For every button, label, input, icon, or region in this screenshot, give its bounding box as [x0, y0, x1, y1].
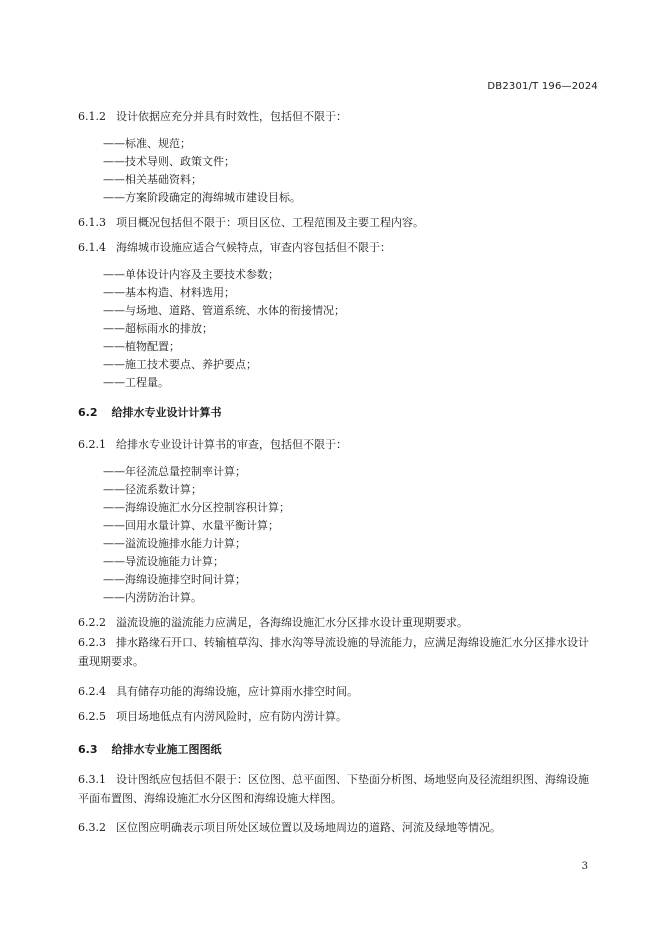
- clause-text: 设计图纸应包括但不限于：区位图、总平面图、下垫面分析图、场地竖向及径流组织图、海绵设施平面布置图、海绵设施汇水分区图和海绵设施大样图。: [78, 773, 589, 805]
- clause-text: 项目场地低点有内涝风险时，应有防内涝计算。: [116, 710, 347, 723]
- clause-number: 6.2.1: [78, 438, 106, 451]
- clause-text: 设计依据应充分并具有时效性，包括但不限于：: [116, 110, 347, 123]
- clause-6-2-3: [78, 633, 598, 671]
- clause-text: 溢流设施的溢流能力应满足，各海绵设施汇水分区排水设计重现期要求。: [116, 616, 468, 629]
- section-number: 6.2: [78, 406, 98, 419]
- clause-number: 6.2.2: [78, 616, 106, 629]
- section-title: 给排水专业设计计算书: [111, 406, 222, 419]
- clause-number: 6.1.3: [78, 216, 106, 229]
- clause-6-2-4: [78, 685, 358, 698]
- clause-number: 6.1.4: [78, 241, 106, 254]
- list-item: ——相关基础资料；: [103, 173, 202, 186]
- clause-text: 海绵城市设施应适合气候特点，审查内容包括但不限于：: [116, 241, 391, 254]
- clause-number: 6.2.4: [78, 685, 106, 698]
- list-item: ——导流设施能力计算；: [103, 555, 224, 568]
- list-item: ——技术导则、政策文件；: [103, 155, 235, 168]
- clause-text: 项目概况包括但不限于：项目区位、工程范围及主要工程内容。: [116, 216, 424, 229]
- clause-6-2-2: [78, 616, 468, 629]
- clause-number: 6.1.2: [78, 110, 106, 123]
- list-item: ——内涝防治计算。: [103, 591, 202, 604]
- clause-text: 具有储存功能的海绵设施，应计算雨水排空时间。: [116, 685, 358, 698]
- clause-number: 6.2.5: [78, 710, 106, 723]
- clause-6-1-4: [78, 241, 391, 254]
- section-heading-6-2: [78, 406, 222, 419]
- list-item: ——回用水量计算、水量平衡计算；: [103, 519, 279, 532]
- list-item: ——基本构造、材料选用；: [103, 286, 235, 299]
- list-item: ——海绵设施汇水分区控制容积计算；: [103, 501, 290, 514]
- clause-number: 6.3.2: [78, 821, 106, 834]
- document-code: DB2301/T 196—2024: [487, 81, 598, 92]
- section-number: 6.3: [78, 743, 98, 756]
- section-title: 给排水专业施工图图纸: [111, 743, 222, 756]
- list-item: ——与场地、道路、管道系统、水体的衔接情况；: [103, 304, 345, 317]
- section-heading-6-3: [78, 743, 222, 756]
- list-item: ——溢流设施排水能力计算；: [103, 537, 246, 550]
- list-item: ——施工技术要点、养护要点；: [103, 358, 257, 371]
- list-item: ——单体设计内容及主要技术参数；: [103, 268, 279, 281]
- list-item: ——标准、规范；: [103, 137, 191, 150]
- list-item: ——超标雨水的排放；: [103, 322, 213, 335]
- clause-6-2-1: [78, 438, 347, 451]
- list-item: ——工程量。: [103, 376, 169, 389]
- list-item: ——径流系数计算；: [103, 483, 202, 496]
- page-number: 3: [581, 861, 588, 872]
- list-item: ——方案阶段确定的海绵城市建设目标。: [103, 191, 301, 204]
- clause-text: 区位图应明确表示项目所处区域位置以及场地周边的道路、河流及绿地等情况。: [116, 821, 501, 834]
- clause-6-1-2: [78, 110, 347, 123]
- clause-number: 6.3.1: [78, 773, 106, 786]
- clause-text: 给排水专业设计计算书的审查，包括但不限于：: [116, 438, 347, 451]
- clause-number: 6.2.3: [78, 636, 106, 649]
- list-item: ——植物配置；: [103, 340, 180, 353]
- list-item: ——年径流总量控制率计算；: [103, 465, 246, 478]
- clause-6-3-2: [78, 821, 501, 834]
- clause-6-1-3: [78, 216, 424, 229]
- clause-text: 排水路缘石开口、转输植草沟、排水沟等导流设施的导流能力，应满足海绵设施汇水分区排水设计重现期要求。: [78, 636, 589, 668]
- clause-6-3-1: [78, 770, 598, 808]
- list-item: ——海绵设施排空时间计算；: [103, 573, 246, 586]
- clause-6-2-5: [78, 710, 347, 723]
